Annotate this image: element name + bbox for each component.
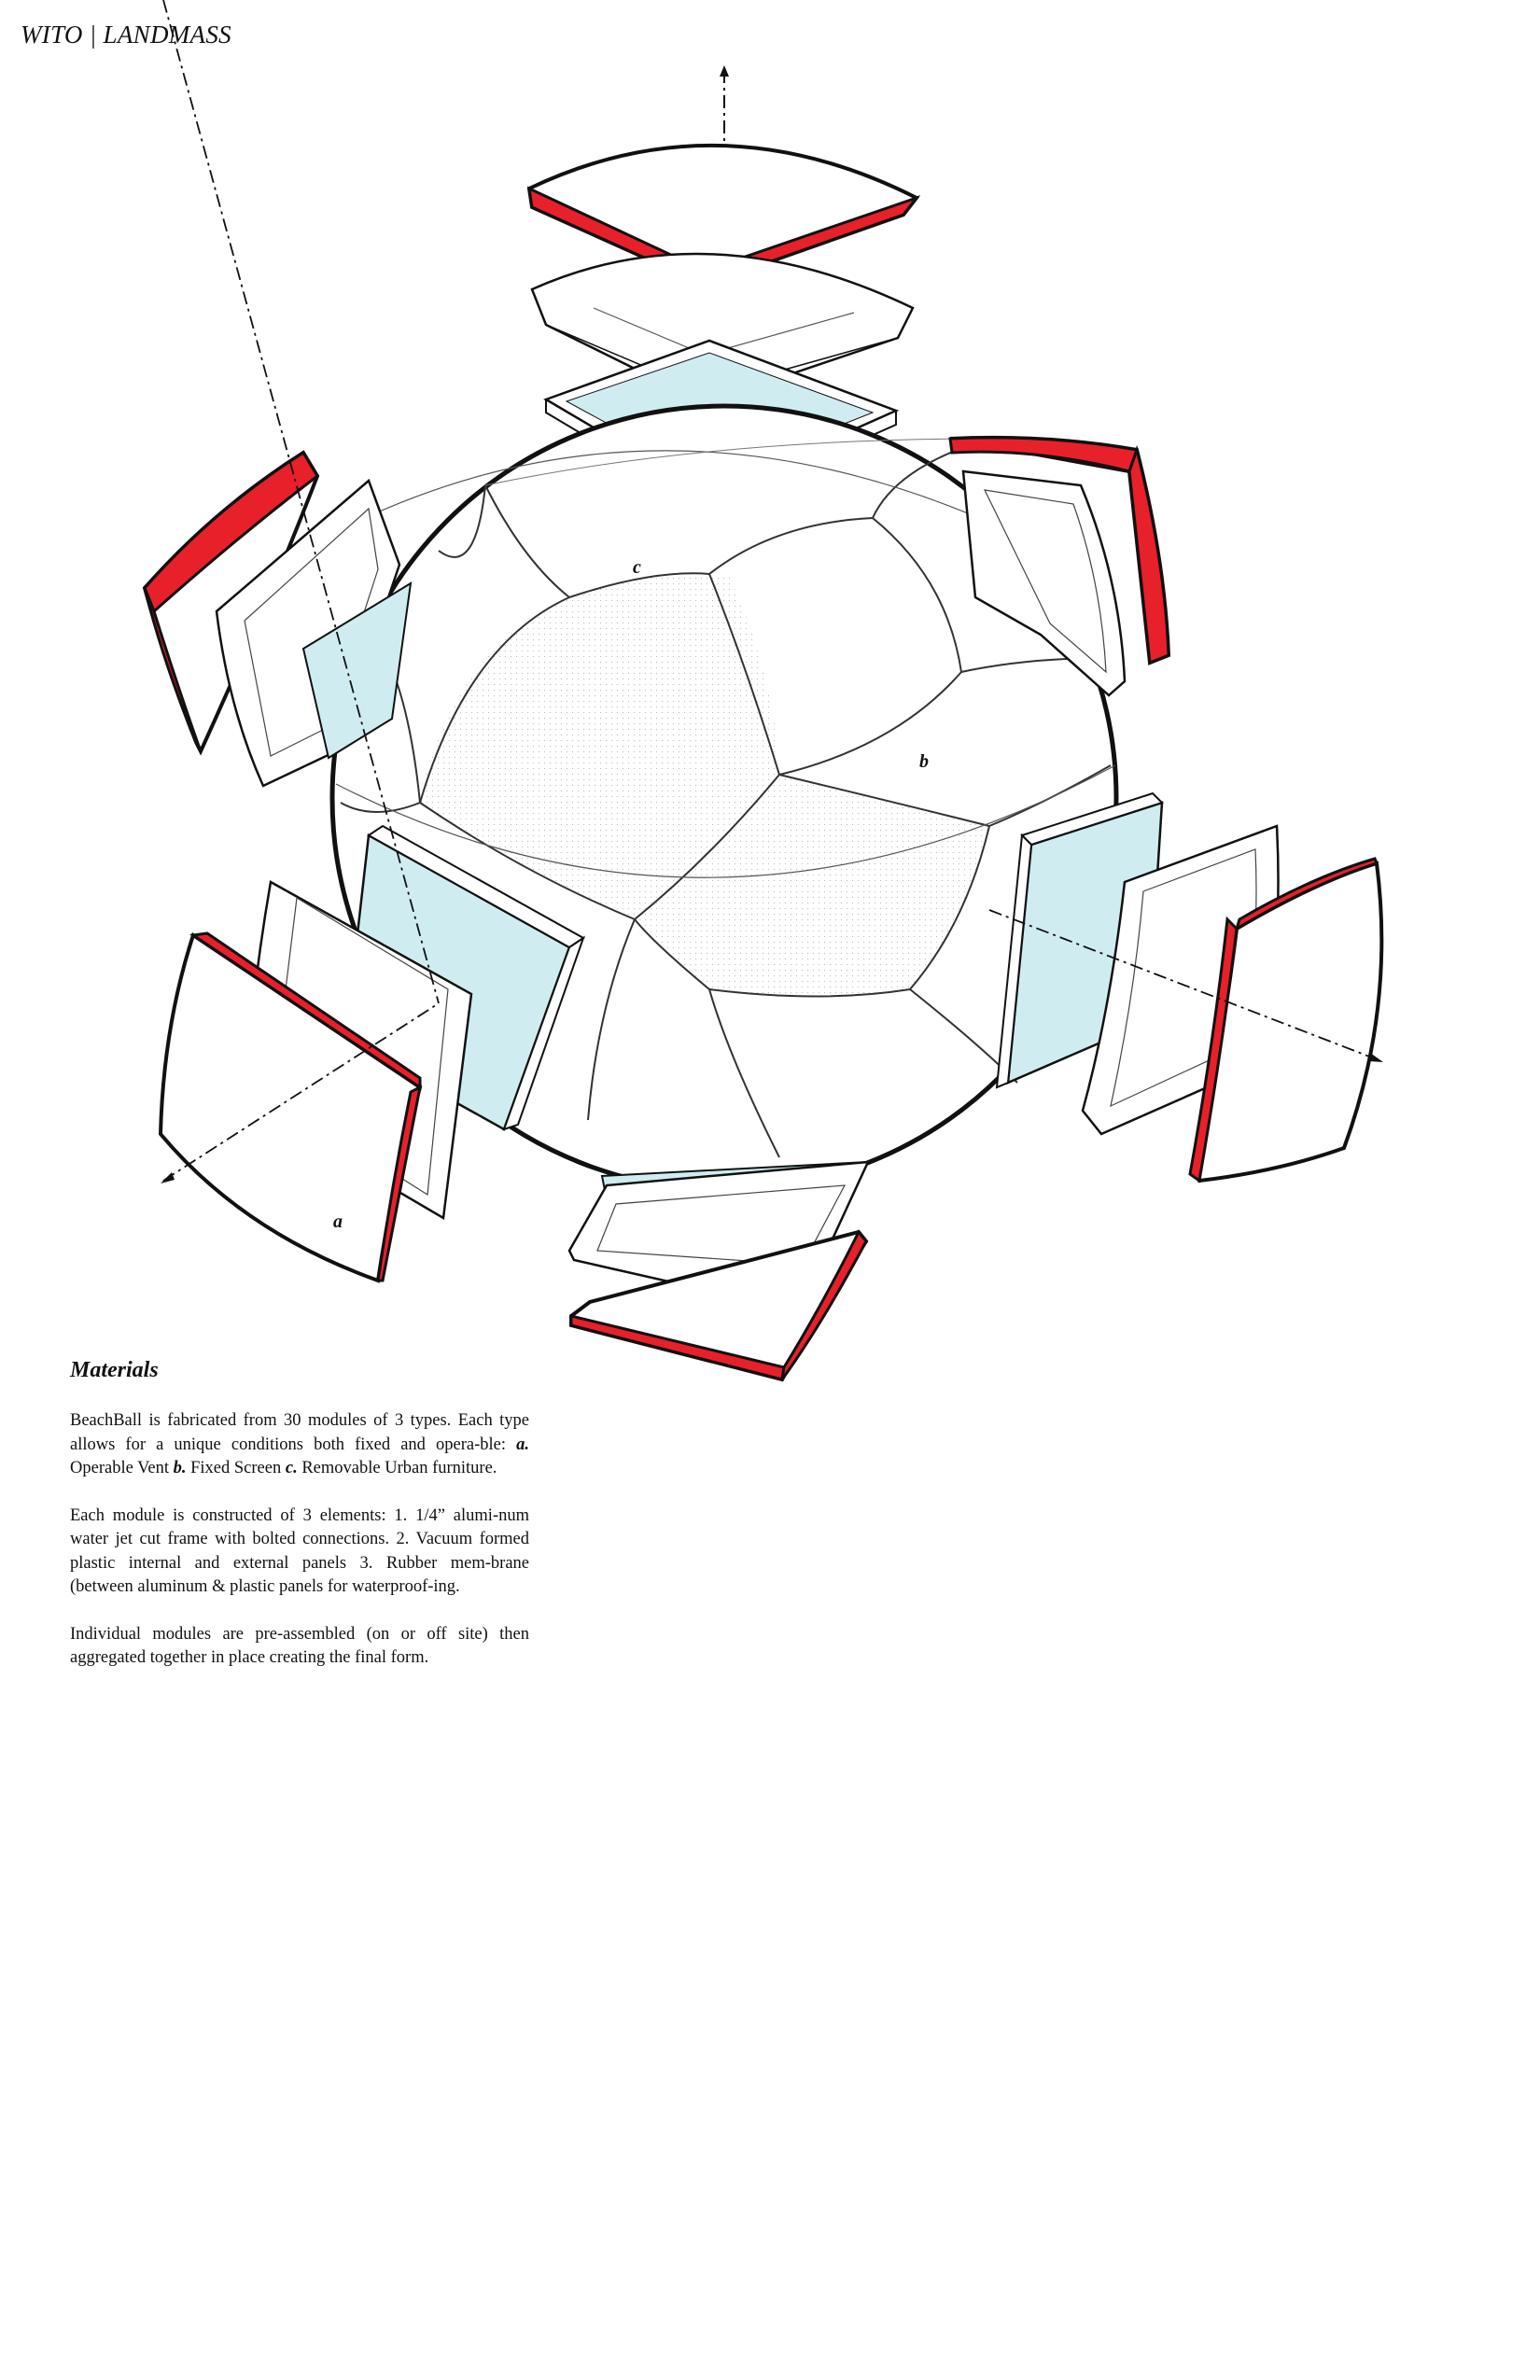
p1-c-marker: c. <box>285 1459 298 1477</box>
materials-paragraph-1 <box>70 1409 529 1481</box>
materials-paragraph-2: Each module is constructed of 3 elements: 1. 1/4” alumi-num water jet cut frame with bolted connections. 2. Vacuum formed plastic internal and external panels 3. Rubber mem-brane (between aluminum & plastic panels for waterproof-ing. <box>70 1505 529 1596</box>
p1-intro: BeachBall is fabricated from 30 modules of 3 types. Each type allows for a unique conditions both fixed and opera-ble: <box>70 1411 529 1454</box>
materials-title: Materials <box>70 1358 159 1382</box>
p1-a-marker: a. <box>516 1435 529 1454</box>
label-a: a <box>333 1211 343 1232</box>
p1-c-text: Removable Urban furniture. <box>297 1459 497 1477</box>
page-header: WITO | LANDMASS <box>21 21 231 49</box>
materials-section <box>70 1358 529 1694</box>
label-b: b <box>919 751 929 772</box>
materials-paragraph-3: Individual modules are pre-assembled (on or off site) then aggregated together in place creating the final form. <box>70 1624 529 1667</box>
label-c: c <box>633 557 641 578</box>
p1-a-text: Operable Vent <box>70 1459 174 1477</box>
p1-b-marker: b. <box>173 1459 187 1477</box>
p1-b-text: Fixed Screen <box>186 1459 286 1477</box>
